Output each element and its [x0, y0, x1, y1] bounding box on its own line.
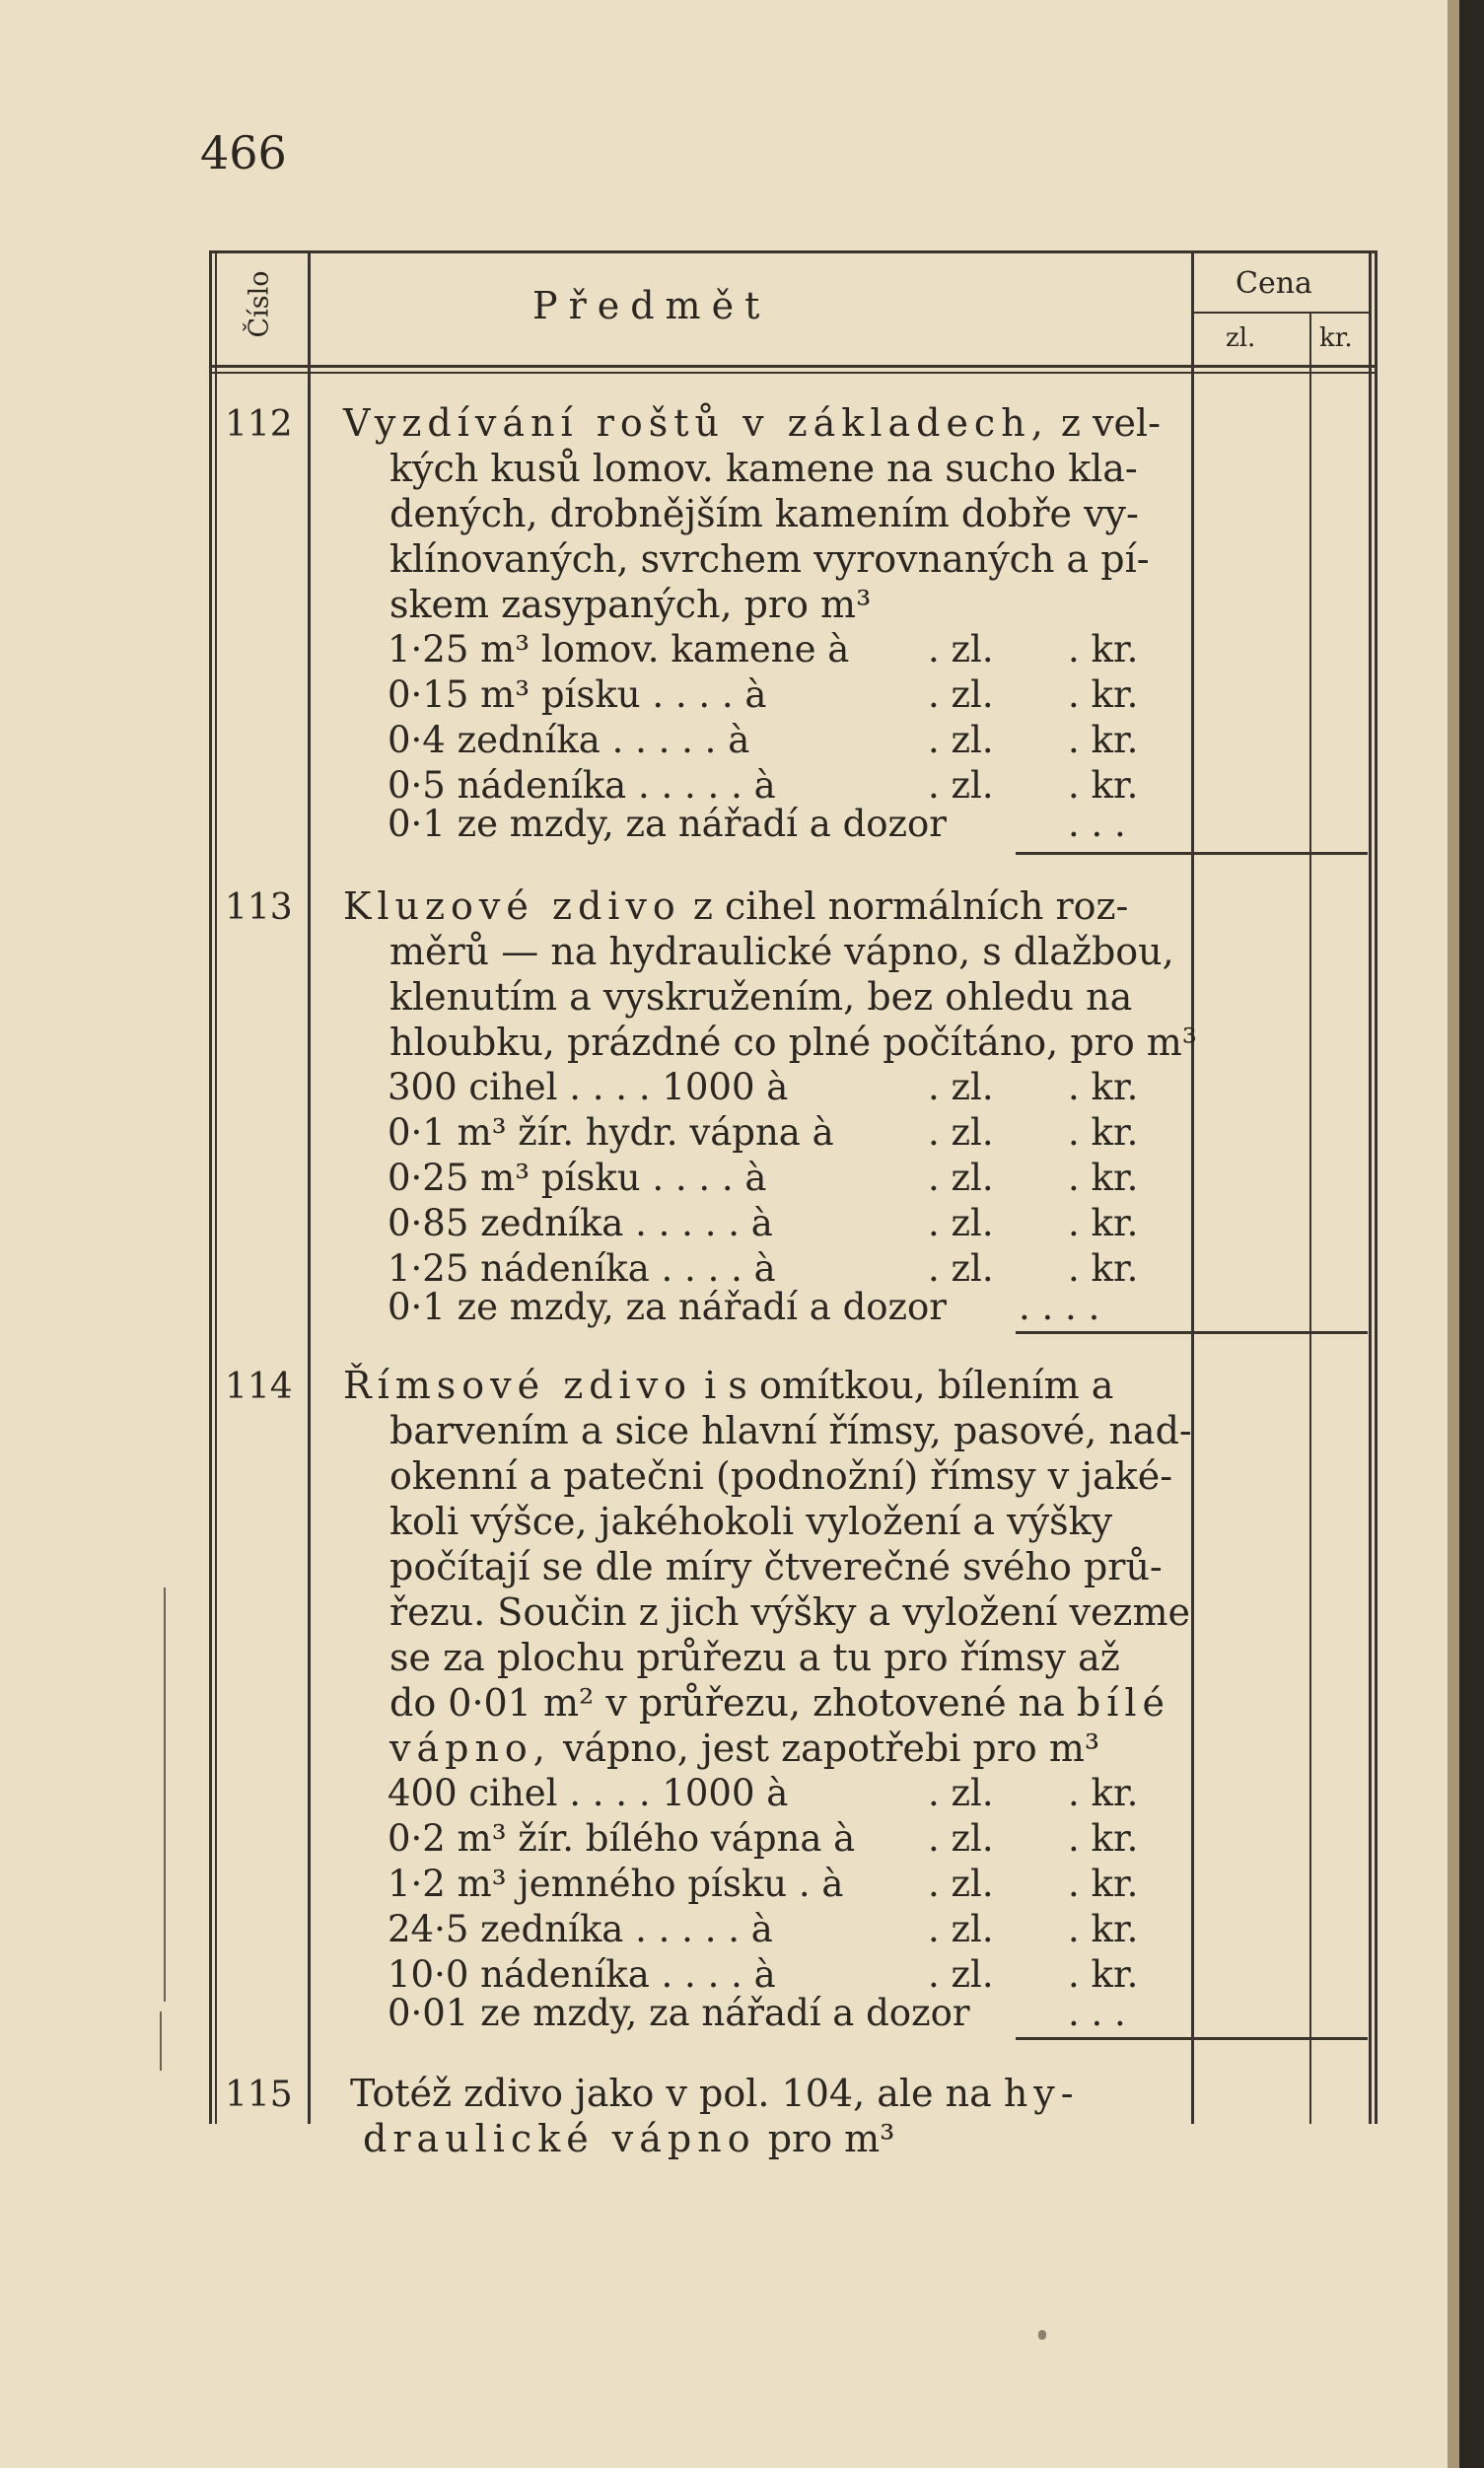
material-kr: . kr. [1068, 1863, 1139, 1905]
total-dots: . . . [1068, 803, 1126, 845]
entry-text-line: koli výšce, jakéhokoli vyložení a výšky [389, 1500, 1113, 1543]
material-qty: 0·25 m³ písku . . . . à [388, 1157, 767, 1199]
entry-text-spaced: bílé [1076, 1681, 1170, 1725]
table-right-border-outer [1375, 250, 1378, 2124]
entry-text-line: skem zasypaných, pro m³ [389, 583, 872, 626]
entry-rule [1016, 852, 1193, 855]
entry-text-spaced: vápno, [389, 1727, 551, 1770]
margin-pencil-mark [160, 2011, 162, 2071]
material-zl: . zl. [928, 1157, 994, 1199]
material-qty: 1·25 nádeníka . . . . à [388, 1247, 776, 1290]
entry-text-line: dených, drobnějším kamením dobře vy- [389, 492, 1139, 535]
entry-text-line [389, 1726, 1099, 1771]
number-column-divider [308, 250, 311, 2124]
entry-text-line [389, 1680, 1170, 1726]
entry-text-spaced: draulické vápno [363, 2117, 756, 2160]
header-subject-label: Předmět [532, 284, 771, 327]
material-zl: . zl. [928, 764, 994, 807]
entry-text: Totéž zdivo jako v pol. 104, ale na [350, 2072, 992, 2115]
material-kr: . kr. [1068, 764, 1139, 807]
material-qty: 0·85 zedníka . . . . . à [388, 1202, 773, 1244]
material-qty: 1·25 m³ lomov. kamene à [388, 628, 850, 670]
header-zl-label: zl. [1226, 323, 1256, 353]
entry-text: z cihel normálních roz- [692, 884, 1129, 928]
entry-text-line [350, 2071, 1080, 2116]
header-bottom-border-2 [209, 372, 1378, 374]
material-zl: . zl. [928, 673, 994, 716]
material-zl: . zl. [928, 1772, 994, 1814]
material-kr: . kr. [1068, 1066, 1139, 1108]
table-right-border [1369, 250, 1372, 2124]
price-rule [1194, 852, 1368, 855]
page-edge [1448, 0, 1484, 2468]
material-zl: . zl. [928, 1202, 994, 1244]
material-zl: . zl. [928, 1908, 994, 1950]
material-zl: . zl. [928, 1111, 994, 1154]
entry-text-line [343, 883, 1128, 929]
total-line [388, 1286, 1100, 1328]
table-left-border-inner [215, 250, 217, 2124]
entry-number: 115 [225, 2075, 293, 2115]
entry-text: z vel- [1060, 401, 1161, 445]
material-kr: . kr. [1068, 719, 1139, 761]
price-rule [1194, 1331, 1368, 1334]
margin-pencil-mark [164, 1587, 166, 2002]
entry-text-line [343, 1363, 1113, 1408]
material-qty: 10·0 nádeníka . . . . à [388, 1953, 776, 1996]
material-kr: . kr. [1068, 628, 1139, 670]
entry-text-line: řezu. Součin z jich výšky a vyložení vezme [389, 1590, 1190, 1634]
material-zl: . zl. [928, 719, 994, 761]
material-kr: . kr. [1068, 1202, 1139, 1244]
total-text: 0·1 ze mzdy, za nářadí a dozor [388, 803, 947, 845]
header-kr-label: kr. [1319, 323, 1353, 353]
total-dots: . . . [1068, 1992, 1126, 2034]
entry-text: pro m³ [767, 2117, 895, 2160]
page-edge-strip [1448, 0, 1459, 2468]
entry-rule [1016, 2037, 1193, 2040]
material-qty: 400 cihel . . . . 1000 à [388, 1772, 789, 1814]
kr-column-divider [1309, 312, 1311, 2124]
material-kr: . kr. [1068, 1157, 1139, 1199]
entry-text-line: se za plochu průřezu a tu pro římsy až [389, 1636, 1120, 1679]
material-qty: 0·4 zedníka . . . . . à [388, 719, 750, 761]
material-qty: 24·5 zedníka . . . . . à [388, 1908, 773, 1950]
entry-text-line [363, 2116, 894, 2161]
total-line [388, 1992, 1126, 2034]
header-bottom-border [209, 365, 1378, 368]
entry-text-line: klínovaných, svrchem vyrovnaných a pí- [389, 537, 1150, 581]
material-kr: . kr. [1068, 1817, 1139, 1860]
entry-text-line: barvením a sice hlavní římsy, pasové, nad- [389, 1409, 1192, 1452]
ink-speck [1038, 2330, 1046, 2340]
material-kr: . kr. [1068, 1908, 1139, 1950]
total-text: 0·01 ze mzdy, za nářadí a dozor [388, 1992, 970, 2034]
material-qty: 0·15 m³ písku . . . . à [388, 673, 767, 716]
material-kr: . kr. [1068, 1247, 1139, 1290]
material-qty: 0·1 m³ žír. hydr. vápna à [388, 1111, 834, 1154]
material-qty: 0·5 nádeníka . . . . . à [388, 764, 776, 807]
material-zl: . zl. [928, 1817, 994, 1860]
entry-text-line: okenní a patečni (podnožní) římsy v jaké- [389, 1454, 1173, 1498]
price-rule [1194, 2037, 1368, 2040]
entry-number: 114 [225, 1367, 293, 1407]
entry-title: Římsové zdivo [343, 1364, 693, 1407]
entry-text-spaced: hy- [1003, 2072, 1080, 2115]
table-top-border [209, 250, 1378, 253]
material-kr: . kr. [1068, 1953, 1139, 1996]
price-header-divider [1193, 312, 1371, 314]
header-number-column [215, 264, 304, 343]
material-qty: 1·2 m³ jemného písku . à [388, 1863, 844, 1905]
material-kr: . kr. [1068, 1772, 1139, 1814]
total-text: 0·1 ze mzdy, za nářadí a dozor [388, 1286, 947, 1328]
material-kr: . kr. [1068, 673, 1139, 716]
total-line [388, 803, 1126, 845]
entry-title: Kluzové zdivo [343, 884, 681, 928]
entry-text-line: kých kusů lomov. kamene na sucho kla- [389, 447, 1138, 490]
material-zl: . zl. [928, 1247, 994, 1290]
material-kr: . kr. [1068, 1111, 1139, 1154]
entry-text-line: počítají se dle míry čtverečné svého prů- [389, 1545, 1163, 1588]
entry-text-line: měrů — na hydraulické vápno, s dlažbou, [389, 930, 1174, 973]
total-dots: . . . . [1019, 1286, 1100, 1328]
page-number: 466 [200, 126, 287, 179]
material-qty: 300 cihel . . . . 1000 à [388, 1066, 789, 1108]
header-price-label: Cena [1236, 266, 1312, 301]
material-zl: . zl. [928, 1953, 994, 1996]
entry-text-line: hloubku, prázdné co plné počítáno, pro m³ [389, 1021, 1198, 1064]
entry-text: vápno, jest zapotřebi pro m³ [562, 1727, 1100, 1770]
subject-column-divider [1191, 250, 1194, 2124]
entry-text-line [343, 400, 1161, 446]
material-qty: 0·2 m³ žír. bílého vápna à [388, 1817, 856, 1860]
entry-number: 113 [225, 887, 293, 928]
entry-text-line: klenutím a vyskružením, bez ohledu na [389, 975, 1133, 1019]
material-zl: . zl. [928, 628, 994, 670]
entry-rule [1016, 1331, 1193, 1334]
entry-text: do 0·01 m² v průřezu, zhotovené na [389, 1681, 1065, 1725]
header-number-label: Číslo [244, 269, 275, 338]
material-zl: . zl. [928, 1863, 994, 1905]
material-zl: . zl. [928, 1066, 994, 1108]
table-left-border [209, 250, 212, 2124]
entry-title: Vyzdívání roštů v základech, [343, 401, 1049, 445]
entry-number: 112 [225, 404, 293, 445]
entry-text: i s omítkou, bílením a [704, 1364, 1114, 1407]
